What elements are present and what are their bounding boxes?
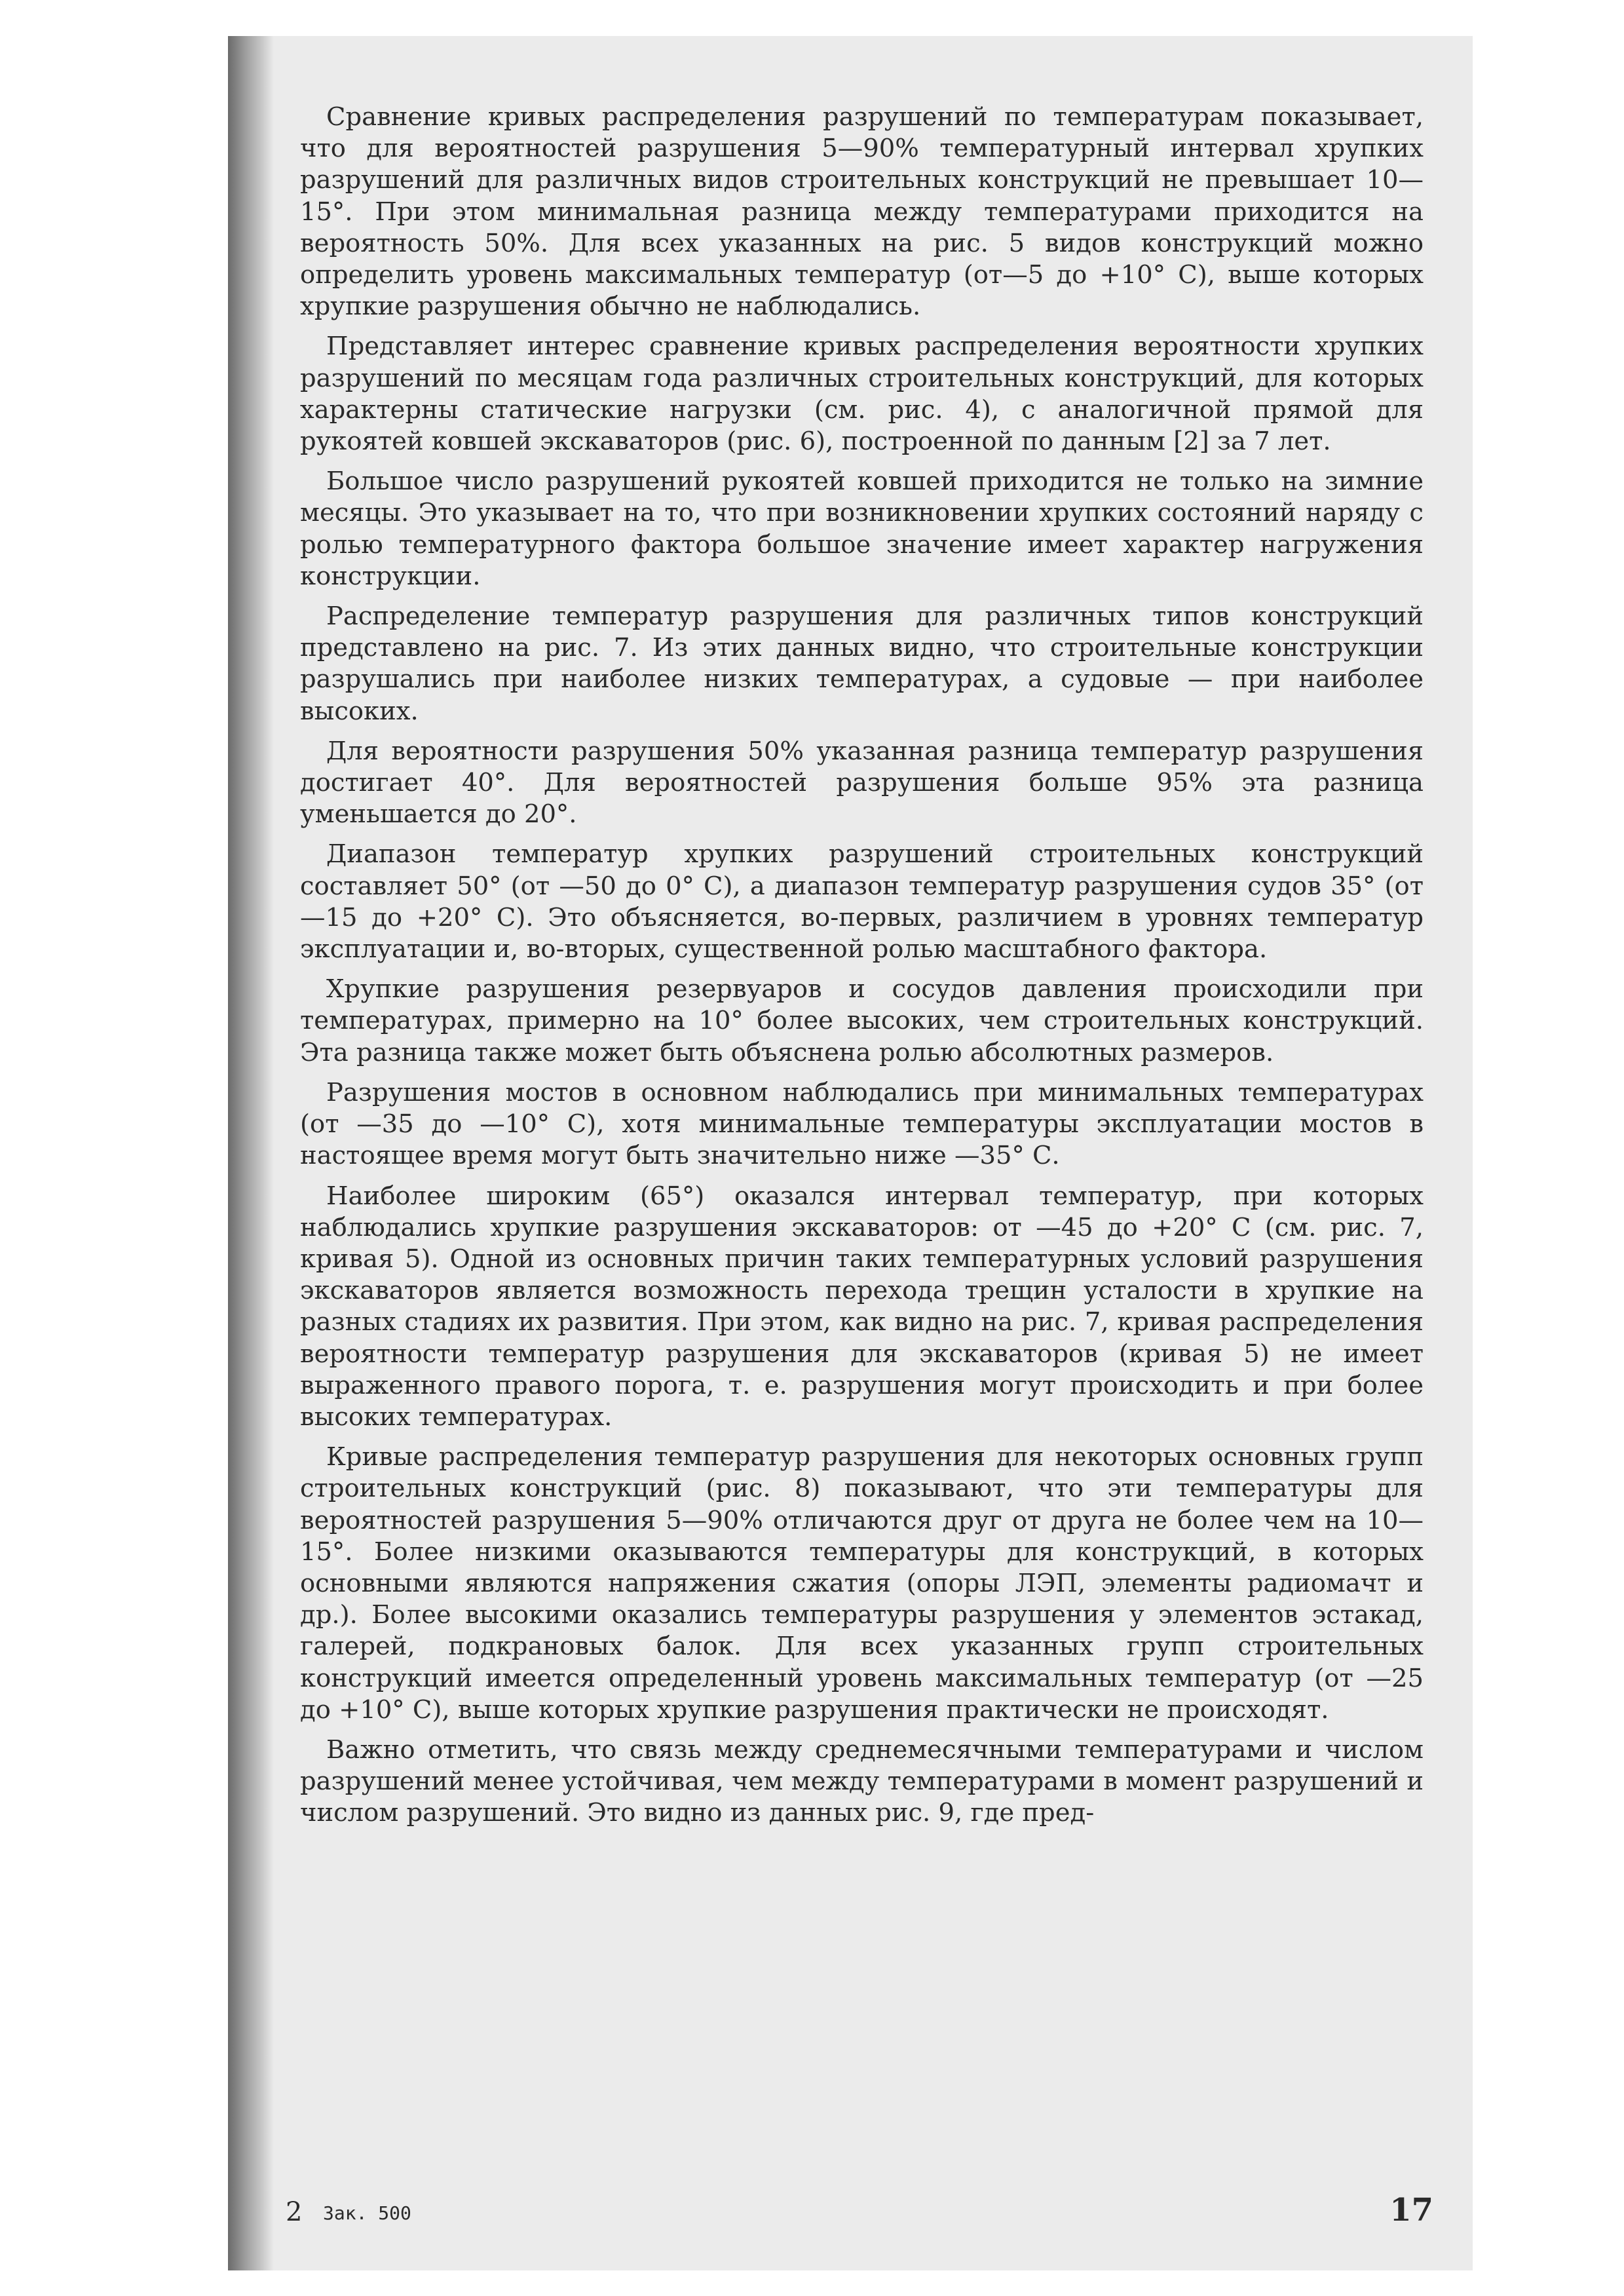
paragraph: Разрушения мостов в основном наблюдались при минимальных температурах (от —35 до —10° С), хотя минимальные температуры эксплуатации мостов в настоящее время могут быть значительно ниже —35° С. <box>300 1077 1424 1171</box>
paragraph: Распределение температур разрушения для различных типов конструкций представлено на рис. 7. Из этих данных видно, что строительные конструкции разрушались при наиболее низких температурах, а судовые — при наиболее высоких. <box>300 602 1424 726</box>
paragraph: Представляет интерес сравнение кривых распределения вероятности хрупких разрушений по месяцам года различных строительных конструкций, для которых характерны статические нагрузки (см. рис. 4), с аналогичной прямой для рукоятей ковшей экскаваторов (рис. 6), построенной по данным [2] за 7 лет. <box>300 332 1424 457</box>
page-binding-shadow <box>228 36 274 2270</box>
paragraph: Кривые распределения температур разрушения для некоторых основных групп строительных конструкций (рис. 8) показывают, что эти температуры для вероятностей разрушения 5—90% отличаются друг от друга не более чем на 10—15°. Более низкими оказываются температуры для конструкций, в которых основными являются напряжения сжатия (опоры ЛЭП, элементы радиомачт и др.). Более высокими оказались температуры разрушения у элементов эстакад, галерей, подкрановых балок. Для всех указанных групп строительных конструкций имеется определенный уровень максимальных температур (от —25 до +10° С), выше которых хрупкие разрушения практически не происходят. <box>300 1442 1424 1725</box>
paragraph: Хрупкие разрушения резервуаров и сосудов давления происходили при температурах, примерно на 10° более высоких, чем строительных конструкций. Эта разница также может быть объяснена ролью абсолютных размеров. <box>300 974 1424 1067</box>
page-body <box>300 102 1424 1838</box>
page-number: 17 <box>1389 2192 1433 2229</box>
paragraph: Диапазон температур хрупких разрушений строительных конструкций составляет 50° (от —50 до 0° С), а диапазон температур разрушения судов 35° (от —15 до +20° С). Это объясняется, во-первых, различием в уровнях температур эксплуатации и, во-вторых, существенной ролью масштабного фактора. <box>300 839 1424 965</box>
paragraph: Важно отметить, что связь между среднемесячными температурами и числом разрушений менее устойчивая, чем между температурами в момент разрушений и числом разрушений. Это видно из данных рис. 9, где пред- <box>300 1734 1424 1828</box>
order-number: Зак. 500 <box>323 2202 411 2224</box>
scanned-page <box>228 36 1473 2270</box>
paragraph: Для вероятности разрушения 50% указанная разница температур разрушения достигает 40°. Для вероятностей разрушения больше 95% эта разница уменьшается до 20°. <box>300 736 1424 830</box>
paragraph: Наиболее широким (65°) оказался интервал температур, при которых наблюдались хрупкие разрушения экскаваторов: от —45 до +20° С (см. рис. 7, кривая 5). Одной из основных причин таких температурных условий разрушения экскаваторов является возможность перехода трещин усталости в хрупкие на разных стадиях их развития. При этом, как видно на рис. 7, кривая распределения вероятности температур разрушения для экскаваторов (кривая 5) не имеет выраженного правого порога, т. е. разрушения могут происходить и при более высоких температурах. <box>300 1181 1424 1432</box>
paragraph: Большое число разрушений рукоятей ковшей приходится не только на зимние месяцы. Это указывает на то, что при возникновении хрупких состояний наряду с ролью температурного фактора большое значение имеет характер нагружения конструкции. <box>300 467 1424 591</box>
signature-mark: 2 <box>286 2197 303 2227</box>
paragraph: Сравнение кривых распределения разрушений по температурам показывает, что для вероятностей разрушения 5—90% температурный интервал хрупких разрушений для различных видов строительных конструкций не превышает 10—15°. При этом минимальная разница между температурами приходится на вероятность 50%. Для всех указанных на рис. 5 видов конструкций можно определить уровень максимальных температур (от—5 до +10° С), выше которых хрупкие разрушения обычно не наблюдались. <box>300 102 1424 322</box>
